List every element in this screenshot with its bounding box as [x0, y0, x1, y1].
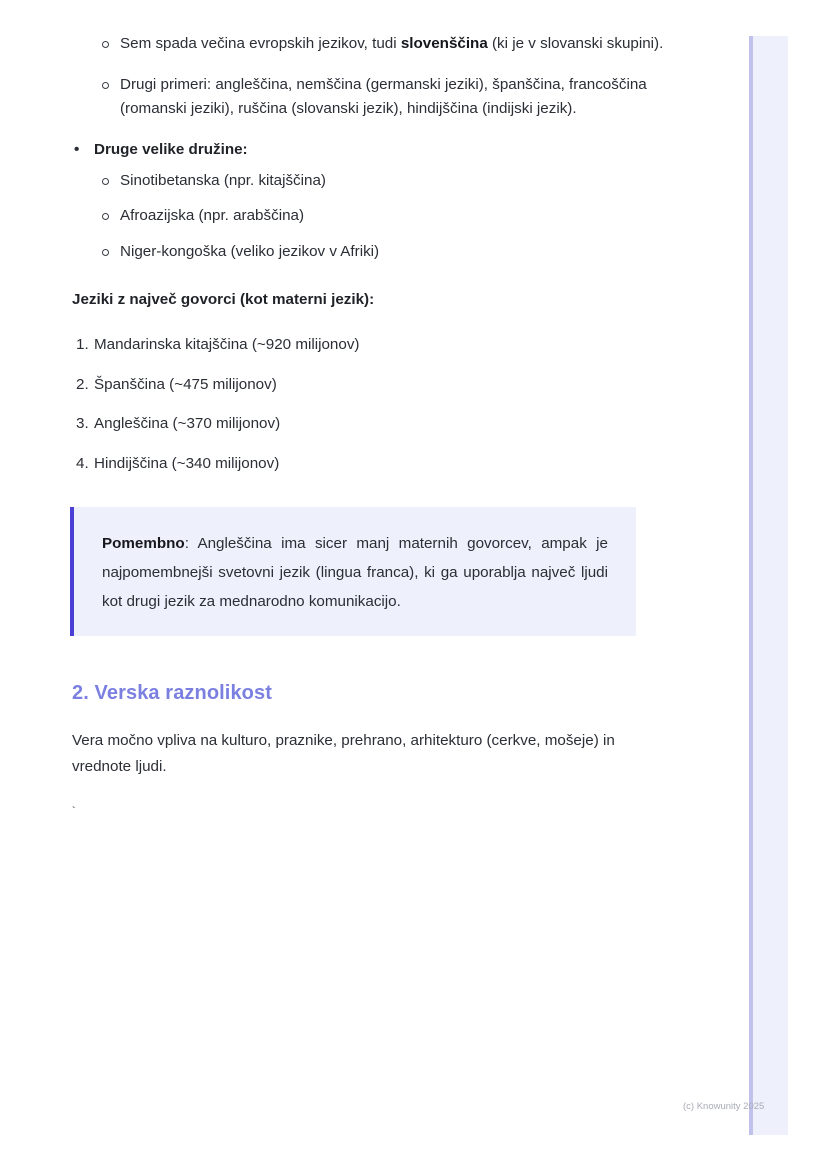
- list-item-text: Španščina (~475 milijonov): [94, 375, 277, 393]
- speakers-heading: Jeziki z največ govorci (kot materni jezik):: [72, 291, 375, 309]
- language-families-list: [0, 138, 700, 163]
- list-item-number: 3.: [76, 415, 89, 433]
- intro-sub-bullet-list: [0, 32, 700, 122]
- list-item: [0, 412, 700, 437]
- callout-text: [102, 529, 608, 617]
- hollow-bullet-icon: [102, 82, 109, 89]
- top-languages-ordered-list: [0, 333, 700, 477]
- list-item-text: Afroazijska (npr. arabščina): [120, 207, 305, 225]
- list-item-text: Sem spada večina evropskih jezikov, tudi slovenščina (ki je v slovanski skupini).: [120, 35, 664, 52]
- list-item: [0, 73, 700, 122]
- trailing-backtick-artifact: `: [70, 805, 78, 820]
- list-item: [0, 373, 700, 398]
- list-item-text: Niger-kongoška (veliko jezikov v Afriki): [120, 242, 380, 260]
- section-heading-verska-raznolikost: 2. Verska raznolikost: [72, 682, 272, 705]
- list-item-druge-velike-druzine: [0, 138, 700, 163]
- list-item-text: Hindijščina (~340 milijonov): [94, 454, 280, 472]
- list-item-text: Mandarinska kitajščina (~920 milijonov): [94, 336, 360, 353]
- list-item-text: Drugi primeri: angleščina, nemščina (germanski jeziki), španščina, francoščina (romanski jeziki), ruščina (slovanski jezik), hindijščina (indijski jezik).: [120, 75, 647, 118]
- list-item-number: 2.: [76, 375, 89, 393]
- emphasis-text: slovenščina: [400, 35, 488, 52]
- list-item-text: Sinotibetanska (npr. kitajščina): [120, 171, 326, 189]
- list-item-label: Druge velike družine:: [94, 140, 248, 158]
- list-item: [0, 169, 700, 194]
- callout-body: Angleščina ima sicer manj maternih govorcev, ampak je najpomembnejši svetovni jezik (lingua franca), ki ga uporablja največ ljudi kot drugi jezik za mednarodno komunikacijo.: [102, 534, 608, 610]
- list-item: [0, 333, 700, 358]
- right-side-panel: [749, 36, 788, 1135]
- section-paragraph: Vera močno vpliva na kulturo, praznike, prehrano, arhitekturo (cerkve, mošeje) in vrednote ljudi.: [72, 732, 615, 776]
- list-item: [0, 240, 700, 265]
- list-item-text: Angleščina (~370 milijonov): [94, 415, 281, 433]
- important-callout: [70, 507, 636, 637]
- callout-label: Pomembno: [102, 534, 185, 552]
- callout-separator: :: [184, 534, 198, 552]
- hollow-bullet-icon: [102, 178, 109, 185]
- footer-credit: (c) Knowunity 2025: [683, 1101, 765, 1112]
- list-item: [0, 452, 700, 477]
- hollow-bullet-icon: [102, 213, 109, 220]
- filled-bullet-icon: •: [74, 140, 80, 158]
- hollow-bullet-icon: [102, 41, 109, 48]
- hollow-bullet-icon: [102, 249, 109, 256]
- list-item-number: 4.: [76, 454, 89, 472]
- list-item: [0, 204, 700, 229]
- list-item: [0, 32, 700, 57]
- list-item-number: 1.: [76, 336, 89, 353]
- language-families-sublist: [0, 169, 700, 265]
